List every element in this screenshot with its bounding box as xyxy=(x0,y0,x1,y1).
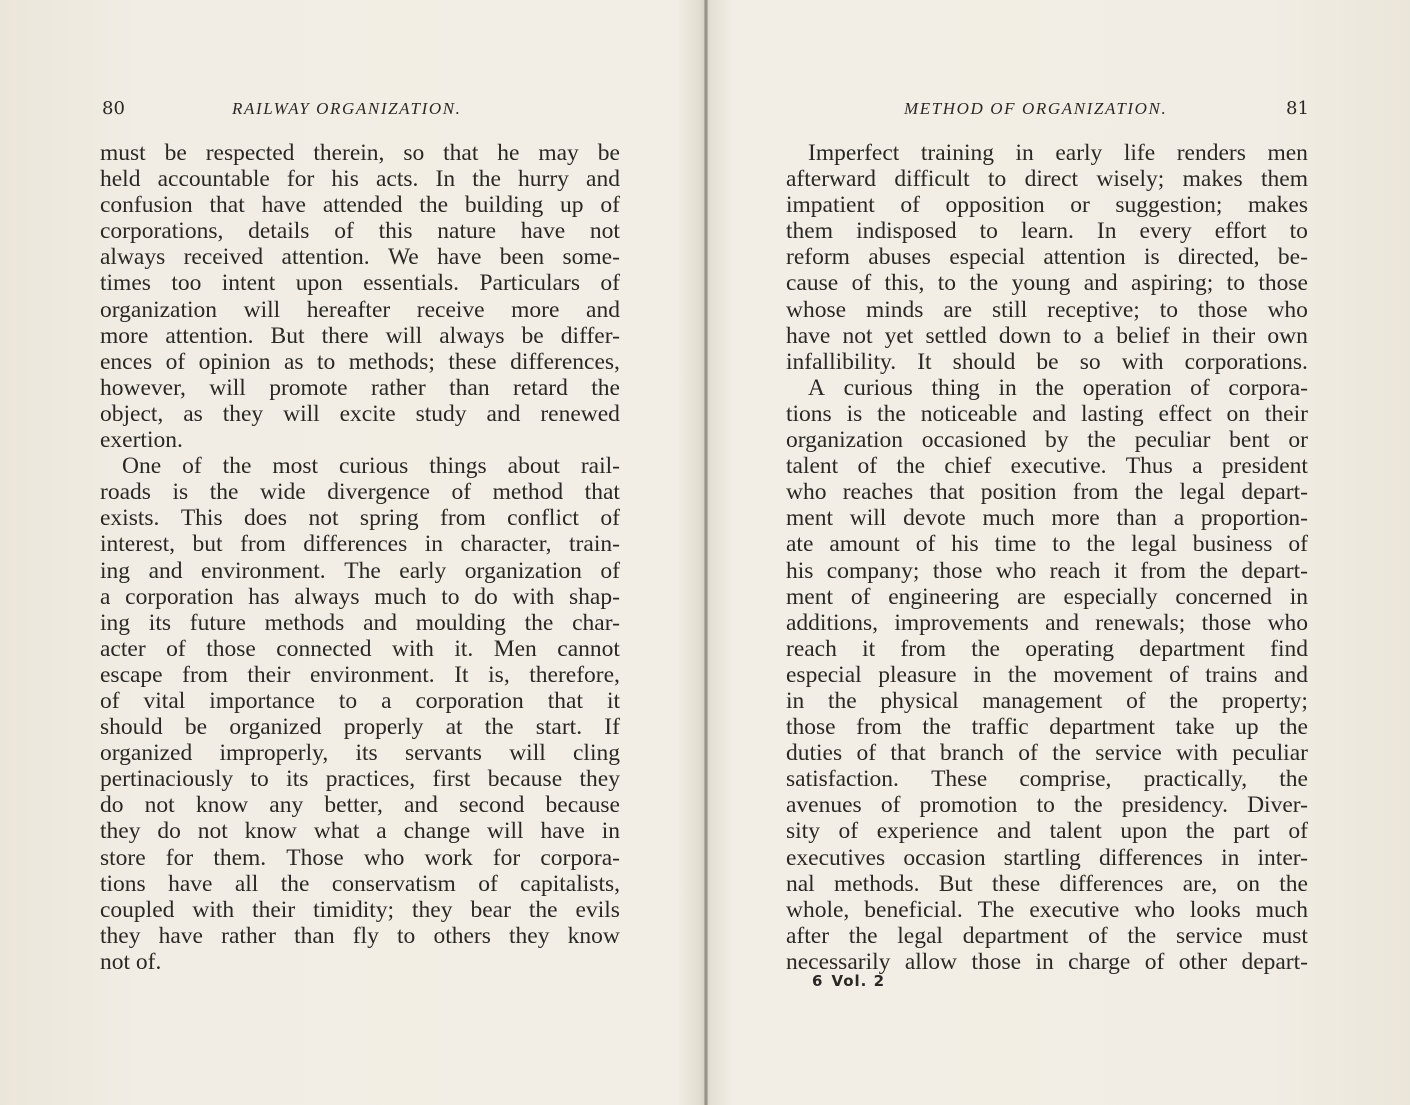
running-title: METHOD OF ORGANIZATION. xyxy=(904,99,1168,118)
body-text xyxy=(100,140,620,975)
text-line: exists. This does not spring from conflict of xyxy=(100,505,620,532)
text-line: of vital importance to a corporation that it xyxy=(100,687,620,714)
text-line: Imperfect training in early life renders men xyxy=(808,140,1308,166)
text-line: ing its future methods and moulding the char- xyxy=(100,609,620,636)
text-line: organization will hereafter receive more and xyxy=(100,296,620,323)
text-line: additions, improvements and renewals; those who xyxy=(786,609,1308,636)
text-line: coupled with their timidity; they bear the evils xyxy=(100,896,620,923)
text-line: acter of those connected with it. Men cannot xyxy=(100,635,620,662)
text-line: satisfaction. These comprise, practically, the xyxy=(786,766,1308,793)
text-line: talent of the chief executive. Thus a president xyxy=(786,453,1308,480)
text-line: especial pleasure in the movement of trains and xyxy=(786,661,1308,688)
text-line: reform abuses especial attention is directed, be- xyxy=(786,244,1308,271)
text-line: corporations, details of this nature have not xyxy=(100,218,620,245)
text-line: should be organized properly at the start. If xyxy=(100,714,620,741)
text-line: those from the traffic department take up the xyxy=(786,714,1308,741)
text-line: held accountable for his acts. In the hurry and xyxy=(100,166,620,193)
text-line: have not yet settled down to a belief in their own xyxy=(786,322,1308,349)
text-line: whole, beneficial. The executive who looks much xyxy=(786,896,1308,923)
right-page xyxy=(708,0,1410,1105)
text-line: times too intent upon essentials. Particulars of xyxy=(100,270,620,297)
text-line: confusion that have attended the building up of xyxy=(100,192,620,219)
body-text xyxy=(786,140,1308,975)
left-page xyxy=(0,0,704,1105)
text-line: interest, but from differences in character, train- xyxy=(100,531,620,558)
text-line: not of. xyxy=(100,948,162,975)
text-line: whose minds are still receptive; to those who xyxy=(786,296,1308,323)
text-line: they do not know what a change will have in xyxy=(100,818,620,845)
text-line: organized improperly, its servants will cling xyxy=(100,740,620,767)
text-line: more attention. But there will always be differ- xyxy=(100,322,620,349)
text-line: store for them. Those who work for corpora- xyxy=(100,844,620,871)
text-line: they have rather than fly to others they know xyxy=(100,922,620,949)
text-line: in the physical management of the property; xyxy=(786,687,1308,714)
text-line: impatient of opposition or suggestion; makes xyxy=(786,192,1308,219)
text-line: pertinaciously to its practices, first because they xyxy=(100,766,620,793)
text-line: them indisposed to learn. In every effort to xyxy=(786,218,1308,245)
text-line: escape from their environment. It is, therefore, xyxy=(100,661,620,688)
text-line: A curious thing in the operation of corpora- xyxy=(808,374,1308,401)
text-line: nal methods. But these differences are, on the xyxy=(786,870,1308,897)
text-line: ences of opinion as to methods; these differences, xyxy=(100,348,620,375)
running-title: RAILWAY ORGANIZATION. xyxy=(232,99,462,118)
text-line: tions is the noticeable and lasting effect on their xyxy=(786,400,1308,427)
text-line: exertion. xyxy=(100,427,183,454)
text-line: object, as they will excite study and renewed xyxy=(100,400,620,427)
text-line: reach it from the operating department find xyxy=(786,635,1308,662)
text-line: infallibility. It should be so with corporations. xyxy=(786,348,1308,375)
text-line: organization occasioned by the peculiar bent or xyxy=(786,427,1308,454)
text-line: necessarily allow those in charge of other depart- xyxy=(786,948,1308,975)
text-line: roads is the wide divergence of method that xyxy=(100,479,620,506)
text-line: executives occasion startling differences in inter- xyxy=(786,844,1308,871)
text-line: always received attention. We have been some- xyxy=(100,244,620,271)
signature-number: 6 xyxy=(812,972,824,990)
text-line: tions have all the conservatism of capitalists, xyxy=(100,870,620,897)
text-line: after the legal department of the service must xyxy=(786,922,1308,949)
text-line: however, will promote rather than retard the xyxy=(100,374,620,401)
signature-volume: Vol. 2 xyxy=(831,972,886,990)
text-line: afterward difficult to direct wisely; makes them xyxy=(786,166,1308,193)
text-line: a corporation has always much to do with shap- xyxy=(100,583,620,610)
text-line: his company; those who reach it from the depart- xyxy=(786,557,1308,584)
text-line: One of the most curious things about rail- xyxy=(122,453,620,480)
text-line: ment will devote much more than a proportion- xyxy=(786,505,1308,532)
text-line: avenues of promotion to the presidency. Diver- xyxy=(786,792,1308,819)
signature-mark xyxy=(812,972,893,990)
text-line: who reaches that position from the legal depart- xyxy=(786,479,1308,506)
page-number: 81 xyxy=(1286,98,1309,119)
text-line: do not know any better, and second because xyxy=(100,792,620,819)
text-line: ment of engineering are especially concerned in xyxy=(786,583,1308,610)
text-line: ate amount of his time to the legal business of xyxy=(786,531,1308,558)
text-line: sity of experience and talent upon the part of xyxy=(786,818,1308,845)
text-line: cause of this, to the young and aspiring; to those xyxy=(786,270,1308,297)
text-line: ing and environment. The early organization of xyxy=(100,557,620,584)
text-line: must be respected therein, so that he may be xyxy=(100,140,620,166)
page-number: 80 xyxy=(102,98,125,119)
text-line: duties of that branch of the service with peculiar xyxy=(786,740,1308,767)
